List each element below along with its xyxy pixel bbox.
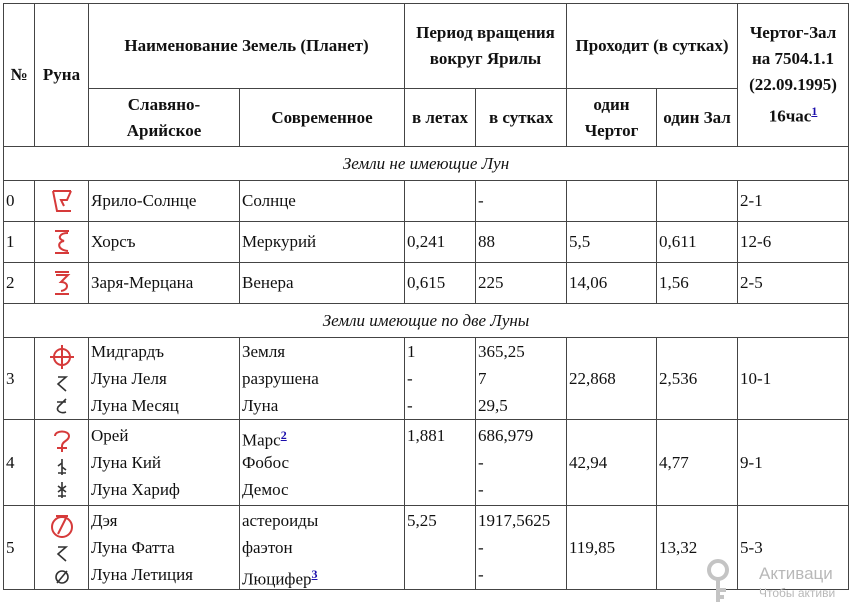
passes-hall	[657, 181, 738, 222]
period-days-value: 7	[478, 369, 487, 388]
zarya-rune-icon	[47, 268, 77, 298]
slavic-name: Луна Леля	[91, 369, 167, 388]
header-name-modern: Современное	[240, 89, 405, 147]
slavic-names	[89, 338, 240, 420]
modern-name: Луна	[242, 396, 279, 415]
passes-chertog: 42,94	[567, 420, 657, 506]
passes-hall: 4,77	[657, 420, 738, 506]
watermark-line-1: Активаци	[759, 564, 833, 583]
mesyats-rune-icon	[52, 396, 72, 416]
row-num: 5	[4, 506, 35, 590]
row-num: 4	[4, 420, 35, 506]
footnote-3-link[interactable]: 3	[311, 567, 318, 581]
planet-table	[3, 3, 849, 590]
deya-rune-icon	[48, 512, 76, 540]
row-num: 2	[4, 263, 35, 304]
period-days-value: 1917,5625	[478, 511, 551, 530]
chertog-hall-value: 2-5	[738, 263, 849, 304]
chertog-hall-value: 9-1	[738, 420, 849, 506]
modern-name: фаэтон	[242, 538, 293, 557]
rune-cell	[35, 506, 89, 590]
modern-names	[240, 420, 405, 506]
period-years-value	[407, 476, 473, 503]
modern-name: Меркурий	[240, 222, 405, 263]
key-icon	[704, 558, 748, 604]
chertog-hall-value: 5-3	[738, 506, 849, 590]
activation-watermark	[704, 556, 851, 604]
section-no-moons: Земли не имеющие Лун	[4, 147, 849, 181]
row-num: 1	[4, 222, 35, 263]
period-days	[476, 338, 567, 420]
header-period-days: в сутках	[476, 89, 567, 147]
rune-cell	[35, 222, 89, 263]
passes-hall: 1,56	[657, 263, 738, 304]
header-passes-group: Проходит (в сутках)	[567, 4, 738, 89]
period-days-value: -	[478, 565, 484, 584]
period-days: 225	[476, 263, 567, 304]
kharif-rune-icon	[52, 480, 72, 500]
period-years-value: 5,25	[407, 511, 437, 530]
modern-name: Земля	[242, 342, 286, 361]
rune-cell	[35, 420, 89, 506]
modern-name-with-note	[242, 561, 402, 588]
period-days	[476, 420, 567, 506]
period-days-value: -	[478, 453, 484, 472]
slavic-name: Заря-Мерцана	[89, 263, 240, 304]
passes-chertog: 119,85	[567, 506, 657, 590]
period-years	[405, 181, 476, 222]
modern-name: астероиды	[242, 511, 319, 530]
header-rune: Руна	[35, 4, 89, 147]
passes-chertog: 22,868	[567, 338, 657, 420]
passes-chertog	[567, 181, 657, 222]
period-years-value: 1,881	[407, 426, 446, 445]
header-name-slavic: Славяно-Арийское	[89, 89, 240, 147]
slavic-names	[89, 506, 240, 590]
period-days-value: 29,5	[478, 396, 508, 415]
section-two-moons: Земли имеющие по две Луны	[4, 304, 849, 338]
chertog-hall-value: 10-1	[738, 338, 849, 420]
slavic-name: Луна Хариф	[91, 480, 180, 499]
period-days	[476, 506, 567, 590]
letitsiya-rune-icon	[52, 566, 72, 586]
chertog-hall-value: 2-1	[738, 181, 849, 222]
period-years-value: -	[407, 369, 413, 388]
period-years	[405, 420, 476, 506]
slavic-name: Луна Фатта	[91, 538, 175, 557]
slavic-name: Луна Кий	[91, 453, 162, 472]
table-row	[4, 420, 849, 506]
header-chertog-hall	[738, 4, 849, 147]
period-years-value: 1	[407, 342, 416, 361]
modern-name: Демос	[242, 480, 289, 499]
period-years: 0,615	[405, 263, 476, 304]
yarilo-rune-icon	[47, 186, 77, 216]
slavic-name: Орей	[91, 426, 129, 445]
modern-name: Венера	[240, 263, 405, 304]
footnote-1-link[interactable]: 1	[811, 104, 818, 119]
passes-chertog: 14,06	[567, 263, 657, 304]
period-days: 88	[476, 222, 567, 263]
passes-hall: 2,536	[657, 338, 738, 420]
period-years-value	[407, 561, 473, 588]
period-days-value: -	[478, 538, 484, 557]
slavic-name: Ярило-Солнце	[89, 181, 240, 222]
row-num: 0	[4, 181, 35, 222]
slavic-name: Луна Летиция	[91, 565, 193, 584]
midgard-rune-icon	[49, 344, 75, 370]
fatta-rune-icon	[52, 543, 72, 563]
table-row	[4, 222, 849, 263]
khors-rune-icon	[47, 227, 77, 257]
table-row	[4, 338, 849, 420]
period-days-value: 686,979	[478, 426, 534, 445]
row-num: 3	[4, 338, 35, 420]
header-period-group: Период вращения вокруг Ярилы	[405, 4, 567, 89]
passes-hall: 0,611	[657, 222, 738, 263]
passes-hall: 13,32	[657, 506, 738, 590]
lelya-rune-icon	[52, 373, 72, 393]
period-years	[405, 338, 476, 420]
period-years-value: -	[407, 396, 413, 415]
period-years-value	[407, 534, 473, 561]
table-row	[4, 263, 849, 304]
modern-name: разрушена	[242, 369, 319, 388]
slavic-name: Мидгардъ	[91, 342, 165, 361]
slavic-name: Дэя	[91, 511, 118, 530]
table-row	[4, 181, 849, 222]
modern-name-with-note	[242, 422, 402, 449]
rune-cell	[35, 263, 89, 304]
header-period-years: в летах	[405, 89, 476, 147]
passes-chertog: 5,5	[567, 222, 657, 263]
orey-rune-icon	[49, 428, 75, 454]
header-passes-hall: один Зал	[657, 89, 738, 147]
watermark-line-2: Чтобы активи	[759, 586, 836, 600]
header-num: №	[4, 4, 35, 147]
slavic-name: Луна Месяц	[91, 396, 179, 415]
modern-name: Марс	[242, 430, 281, 450]
header-passes-chertog: один Чертог	[567, 89, 657, 147]
kiy-rune-icon	[52, 457, 72, 477]
modern-name: Фобос	[242, 453, 290, 472]
rune-cell	[35, 181, 89, 222]
chertog-hall-value: 12-6	[738, 222, 849, 263]
period-years	[405, 506, 476, 590]
header-name-group: Наименование Земель (Планет)	[89, 4, 405, 89]
period-days: -	[476, 181, 567, 222]
modern-name: Люцифер	[242, 569, 312, 589]
modern-names	[240, 338, 405, 420]
footnote-2-link[interactable]: 2	[280, 428, 287, 442]
rune-cell	[35, 338, 89, 420]
slavic-names	[89, 420, 240, 506]
period-years: 0,241	[405, 222, 476, 263]
header-chertog-hall-label: Чертог-Зал на 7504.1.1 (22.09.1995) 16час	[749, 23, 837, 126]
period-years-value	[407, 449, 473, 476]
period-days-value: 365,25	[478, 342, 525, 361]
modern-names	[240, 506, 405, 590]
period-days-value: -	[478, 480, 484, 499]
slavic-name: Хорсъ	[89, 222, 240, 263]
modern-name: Солнце	[240, 181, 405, 222]
